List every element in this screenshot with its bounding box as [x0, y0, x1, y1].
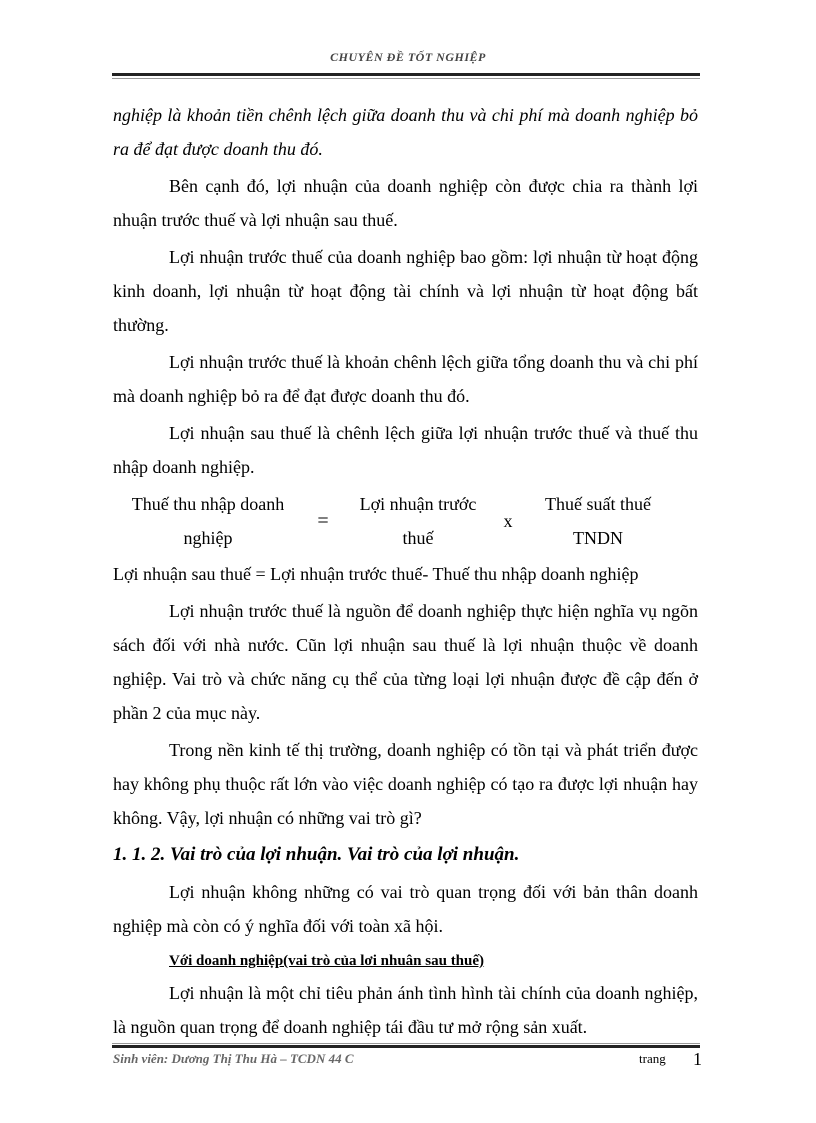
- formula-text: thuế: [402, 528, 434, 548]
- formula-line: Lợi nhuận sau thuế = Lợi nhuận trước thuế- Thuế thu nhập doanh nghiệp: [113, 564, 639, 584]
- formula-text: Thuế suất thuế: [545, 494, 651, 514]
- paragraph: nghiệp là khoản tiền chênh lệch giữa doanh thu và chi phí mà doanh nghiệp bỏ ra để đạt được doanh thu đó.: [113, 105, 698, 159]
- formula-term2: [523, 487, 673, 555]
- paragraph: Bên cạnh đó, lợi nhuận của doanh nghiệp còn được chia ra thành lợi nhuận trước thuế và lợi nhuận sau thuế.: [113, 176, 698, 230]
- footer-author: Sinh viên: Dương Thị Thu Hà – TCDN 44 C: [113, 1051, 354, 1066]
- subheading: Với doanh nghiệp(vai trò của lơi nhuân sau thuế): [169, 953, 485, 969]
- formula-term1: [343, 487, 493, 555]
- equals-sign: =: [317, 510, 329, 532]
- paragraph: Lợi nhuận sau thuế là chênh lệch giữa lợi nhuận trước thuế và thuế thu nhập doanh nghiệp.: [113, 423, 698, 477]
- paragraph: Lợi nhuận không những có vai trò quan trọng đối với bản thân doanh nghiệp mà còn có ý nghĩa đối với toàn xã hội.: [113, 882, 698, 936]
- tax-formula: [113, 487, 698, 555]
- page-label: trang: [639, 1051, 666, 1066]
- paragraph: Lợi nhuận là một chỉ tiêu phản ánh tình hình tài chính của doanh nghiệp, là nguồn quan trọng để doanh nghiệp tái đầu tư mở rộng sản xuất.: [113, 983, 698, 1037]
- page-header: CHUYÊN ĐỀ TỐT NGHIỆP: [330, 50, 486, 64]
- footer-divider: [112, 1043, 700, 1048]
- section-heading: 1. 1. 2. Vai trò của lợi nhuận. Vai trò của lợi nhuận.: [113, 844, 520, 865]
- times-sign: x: [503, 511, 513, 531]
- paragraph: Trong nền kinh tế thị trường, doanh nghiệp có tồn tại và phát triển được hay không phụ thuộc rất lớn vào việc doanh nghiệp có tạo ra được lợi nhuận hay không. Vậy, lợi nhuận có những vai trò gì?: [113, 740, 698, 828]
- document-body: [113, 98, 698, 1047]
- paragraph: Lợi nhuận trước thuế là nguồn để doanh nghiệp thực hiện nghĩa vụ ngõn sách đối với nhà nước. Cũn lợi nhuận sau thuế là lợi nhuận thuộc về doanh nghiệp. Vai trò và chức năng cụ thể của từng loại lợi nhuận được đề cập đến ở phần 2 của mục này.: [113, 601, 698, 723]
- header-divider: [112, 73, 700, 79]
- paragraph: Lợi nhuận trước thuế của doanh nghiệp bao gồm: lợi nhuận từ hoạt động kinh doanh, lợi nhuận từ hoạt động tài chính và lợi nhuận từ hoạt động bất thường.: [113, 247, 698, 335]
- formula-text: nghiệp: [183, 528, 233, 548]
- formula-text: Lợi nhuận trước: [359, 494, 477, 514]
- page-number: 1: [693, 1049, 702, 1069]
- formula-text: Thuế thu nhập doanh: [131, 494, 285, 514]
- formula-lhs: [113, 487, 303, 555]
- paragraph: Lợi nhuận trước thuế là khoản chênh lệch giữa tổng doanh thu và chi phí mà doanh nghiệp bỏ ra để đạt được doanh thu đó.: [113, 352, 698, 406]
- formula-text: TNDN: [573, 528, 623, 548]
